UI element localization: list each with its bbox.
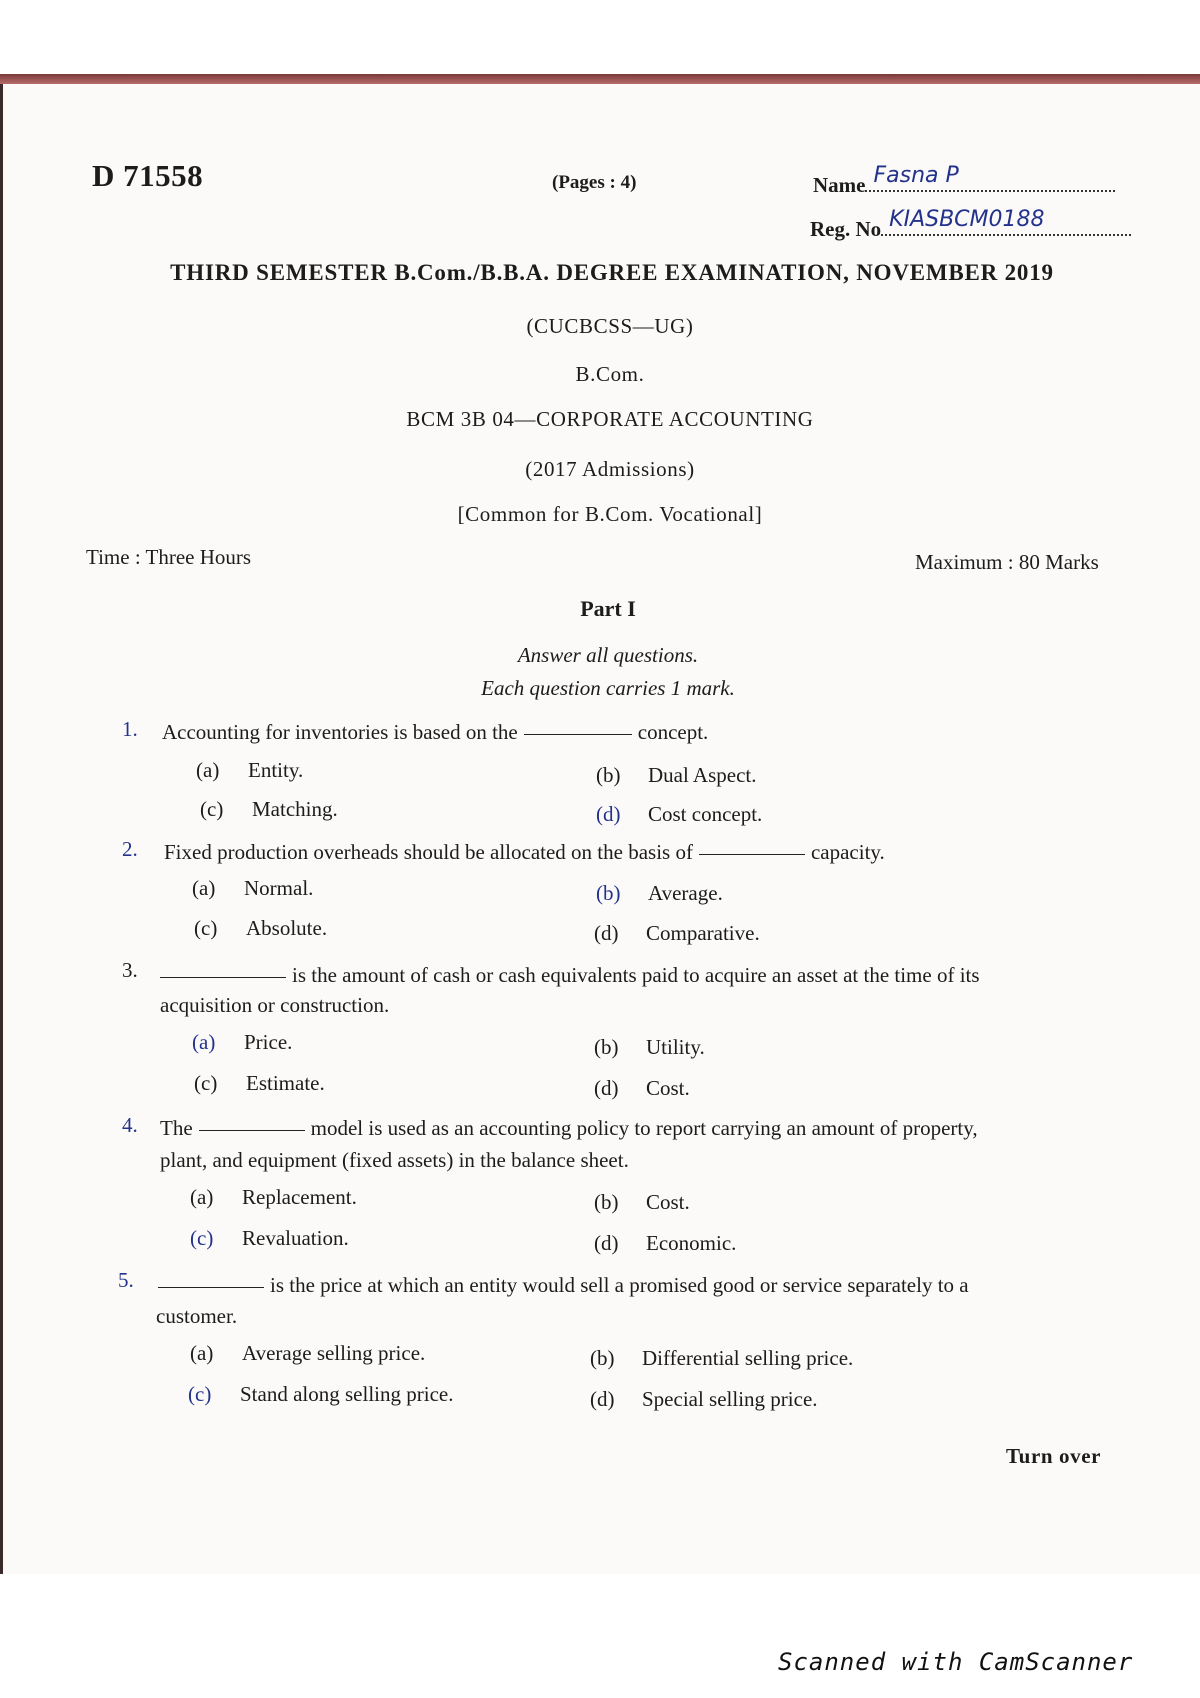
question-number: 4. — [122, 1113, 138, 1137]
page-top-edge — [0, 74, 1200, 84]
name-label: Name — [813, 173, 866, 197]
instruction-marks: Each question carries 1 mark. — [481, 676, 735, 700]
paper-code: D 71558 — [92, 158, 204, 193]
option-d: (d) Cost concept. — [596, 802, 763, 826]
question-text-before: Fixed production overheads should be allocated on the basis of — [164, 840, 693, 864]
turn-over-note: Turn over — [1006, 1444, 1102, 1468]
option-a: (a) Replacement. — [190, 1185, 357, 1209]
question-text-after: capacity. — [810, 840, 885, 864]
option-c: (c) Estimate. — [194, 1071, 325, 1095]
question-text-after: concept. — [637, 720, 709, 744]
programme: B.Com. — [575, 362, 645, 386]
maximum-marks: Maximum : 80 Marks — [915, 550, 1099, 574]
scanner-watermark: Scanned with CamScanner — [778, 1648, 1134, 1676]
option-c: (c) Stand along selling price. — [188, 1382, 454, 1406]
part-heading: Part I — [580, 596, 636, 621]
option-c: (c) Matching. — [200, 797, 338, 821]
blank-line — [699, 854, 805, 855]
exam-title: THIRD SEMESTER B.Com./B.B.A. DEGREE EXAMINATION, NOVEMBER 2019 — [170, 260, 1054, 285]
option-a: (a) Price. — [192, 1030, 293, 1054]
blank-line — [524, 734, 632, 735]
question-text-before: Accounting for inventories is based on the — [162, 720, 518, 744]
question-number: 2. — [122, 837, 138, 861]
blank-line — [199, 1130, 305, 1131]
name-handwritten: Fasna P — [873, 163, 959, 188]
question-text — [160, 1113, 978, 1143]
question-text — [158, 1270, 969, 1300]
option-a: (a) Normal. — [192, 876, 314, 900]
option-b: (b) Dual Aspect. — [596, 763, 757, 787]
question-text-before: The — [160, 1116, 193, 1140]
option-d: (d) Cost. — [594, 1076, 690, 1100]
option-d: (d) Economic. — [594, 1231, 737, 1255]
instruction-answer-all: Answer all questions. — [517, 643, 699, 667]
option-b: (b) Differential selling price. — [590, 1346, 854, 1370]
time-allowed: Time : Three Hours — [86, 545, 252, 569]
admissions: (2017 Admissions) — [525, 457, 695, 481]
question-text-line1: is the amount of cash or cash equivalents paid to acquire an asset at the time of its — [292, 963, 980, 987]
question-text-line1: model is used as an accounting policy to report carrying an amount of property, — [310, 1116, 978, 1140]
option-b: (b) Utility. — [594, 1035, 705, 1059]
reg-no-handwritten: KIASBCM0188 — [889, 207, 1045, 232]
question-text-line2: customer. — [156, 1304, 238, 1328]
common-note: [Common for B.Com. Vocational] — [457, 502, 763, 526]
reg-no-label: Reg. No — [810, 217, 882, 241]
name-field — [813, 163, 1115, 198]
blank-line — [158, 1287, 264, 1288]
reg-no-field — [810, 207, 1131, 242]
question-text — [160, 960, 980, 990]
scheme: (CUCBCSS—UG) — [526, 314, 694, 338]
question-text-line1: is the price at which an entity would sell a promised good or service separately to a — [270, 1273, 969, 1297]
option-a: (a) Average selling price. — [190, 1341, 426, 1365]
page-left-edge — [0, 84, 3, 1574]
blank-line — [160, 977, 286, 978]
option-d: (d) Special selling price. — [590, 1387, 818, 1411]
question-text-line2: plant, and equipment (fixed assets) in the balance sheet. — [160, 1148, 629, 1172]
question-text-line2: acquisition or construction. — [160, 993, 390, 1017]
question-text — [164, 837, 885, 867]
option-c: (c) Revaluation. — [190, 1226, 349, 1250]
question-number: 3. — [122, 958, 138, 982]
page-count: (Pages : 4) — [552, 172, 637, 193]
option-d: (d) Comparative. — [594, 921, 760, 945]
option-b: (b) Cost. — [594, 1190, 690, 1214]
question-text — [162, 717, 708, 747]
option-b: (b) Average. — [596, 881, 723, 905]
option-a: (a) Entity. — [196, 758, 304, 782]
question-number: 1. — [122, 717, 138, 741]
course-title: BCM 3B 04—CORPORATE ACCOUNTING — [406, 407, 814, 431]
question-number: 5. — [118, 1268, 134, 1292]
option-c: (c) Absolute. — [194, 916, 328, 940]
